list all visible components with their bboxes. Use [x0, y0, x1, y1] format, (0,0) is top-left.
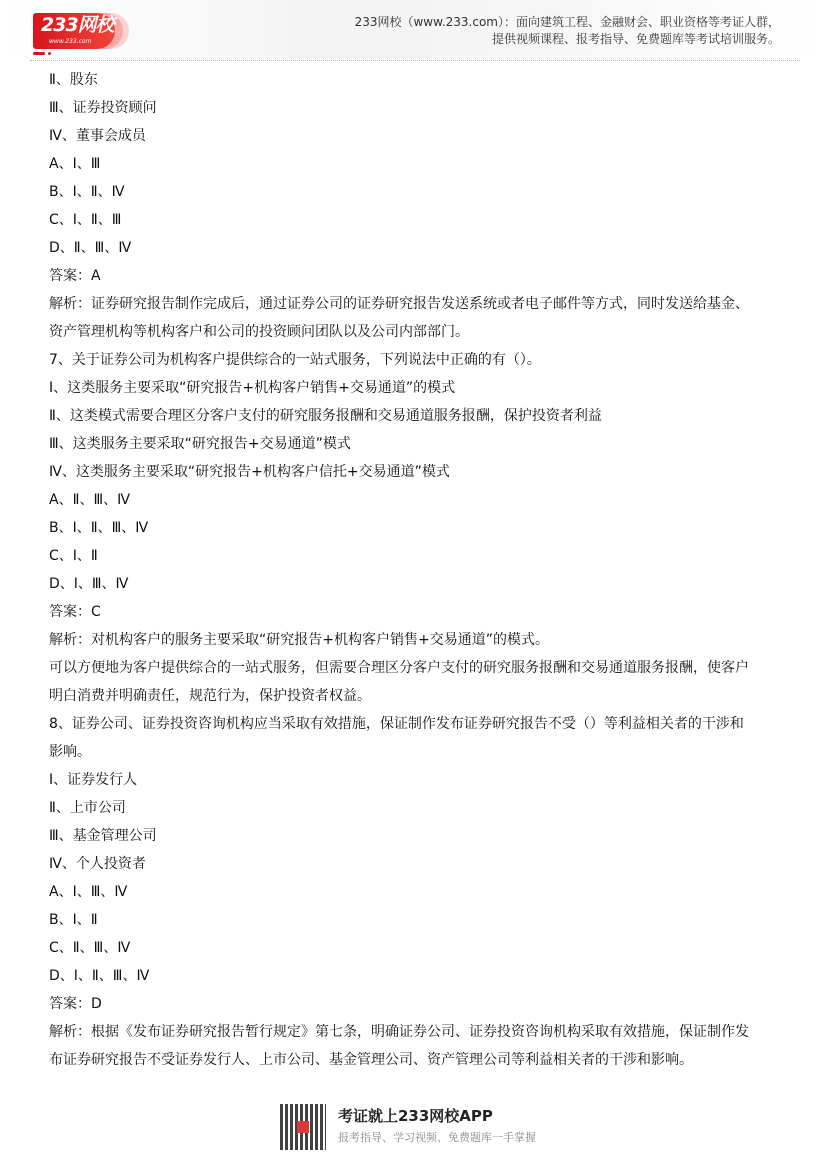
text-line: B、Ⅰ、Ⅱ、Ⅳ: [49, 184, 125, 200]
page-header: [0, 0, 830, 58]
tagline-line: 233网校（www.233.com）：面向建筑工程、金融财会、职业资格等考证人群，: [354, 15, 780, 29]
text-line: 解析：根据《发布证券研究报告暂行规定》第七条，明确证券公司、证券投资咨询机构采取有效措施，保证制作发: [49, 1024, 749, 1040]
text-line: D、Ⅱ、Ⅲ、Ⅳ: [49, 240, 132, 256]
header-divider: [30, 60, 800, 61]
text-line: 资产管理机构等机构客户和公司的投资顾问团队以及公司内部部门。: [49, 324, 469, 340]
text-line: 答案：A: [49, 268, 101, 284]
question-content: [49, 66, 784, 1074]
logo-decoration-dot: [48, 52, 51, 55]
text-line: 7、关于证券公司为机构客户提供综合的一站式服务，下列说法中正确的有（）。: [49, 352, 541, 368]
text-line: Ⅲ、基金管理公司: [49, 828, 157, 844]
text-line: B、Ⅰ、Ⅱ、Ⅲ、Ⅳ: [49, 520, 149, 536]
brand-logo: [33, 13, 115, 49]
text-line: C、Ⅱ、Ⅲ、Ⅳ: [49, 940, 131, 956]
header-tagline: [355, 14, 780, 48]
logo-url: www.233.com: [49, 38, 92, 45]
text-line: 答案：C: [49, 604, 101, 620]
text-line: 明白消费并明确责任，规范行为，保护投资者权益。: [49, 688, 371, 704]
text-line: 可以方便地为客户提供综合的一站式服务，但需要合理区分客户支付的研究服务报酬和交易通道服务报酬，使客户: [49, 660, 749, 676]
text-line: C、Ⅰ、Ⅱ: [49, 548, 98, 564]
text-line: 布证券研究报告不受证券发行人、上市公司、基金管理公司、资产管理公司等利益相关者的干涉和影响。: [49, 1052, 693, 1068]
text-line: Ⅲ、证券投资顾问: [49, 100, 157, 116]
footer-subtitle: 报考指导、学习视频、免费题库一手掌握: [338, 1131, 536, 1144]
logo-decoration: [33, 52, 45, 55]
text-line: Ⅱ、股东: [49, 72, 98, 88]
text-line: Ⅱ、这类模式需要合理区分客户支付的研究服务报酬和交易通道服务报酬，保护投资者利益: [49, 408, 602, 424]
text-line: Ⅰ、这类服务主要采取“研究报告+机构客户销售+交易通道”的模式: [49, 380, 456, 396]
logo-text: 233网校: [41, 14, 114, 36]
text-line: Ⅳ、个人投资者: [49, 856, 146, 872]
text-line: Ⅳ、董事会成员: [49, 128, 146, 144]
text-line: 影响。: [49, 744, 91, 760]
text-line: Ⅰ、证券发行人: [49, 772, 138, 788]
tagline-line: 提供视频课程、报考指导、免费题库等考试培训服务。: [491, 32, 780, 46]
text-line: Ⅱ、上市公司: [49, 800, 126, 816]
text-line: 答案：D: [49, 996, 102, 1012]
footer-title: 考证就上233网校APP: [338, 1107, 493, 1125]
text-line: A、Ⅰ、Ⅲ、Ⅳ: [49, 884, 128, 900]
text-line: A、Ⅱ、Ⅲ、Ⅳ: [49, 492, 131, 508]
qr-code-icon: [280, 1104, 326, 1150]
text-line: D、Ⅰ、Ⅲ、Ⅳ: [49, 576, 129, 592]
text-line: Ⅳ、这类服务主要采取“研究报告+机构客户信托+交易通道”模式: [49, 464, 450, 480]
text-line: D、Ⅰ、Ⅱ、Ⅲ、Ⅳ: [49, 968, 150, 984]
text-line: 解析：证券研究报告制作完成后，通过证券公司的证券研究报告发送系统或者电子邮件等方式，同时发送给基金、: [49, 296, 749, 312]
text-line: Ⅲ、这类服务主要采取“研究报告+交易通道”模式: [49, 436, 351, 452]
app-promo-footer: [280, 1104, 580, 1152]
text-line: 8、证券公司、证券投资咨询机构应当采取有效措施，保证制作发布证券研究报告不受（）等利益相关者的干涉和: [49, 716, 744, 732]
text-line: A、Ⅰ、Ⅲ: [49, 156, 101, 172]
text-line: B、Ⅰ、Ⅱ: [49, 912, 98, 928]
text-line: 解析：对机构客户的服务主要采取“研究报告+机构客户销售+交易通道”的模式。: [49, 632, 549, 648]
text-line: C、Ⅰ、Ⅱ、Ⅲ: [49, 212, 122, 228]
